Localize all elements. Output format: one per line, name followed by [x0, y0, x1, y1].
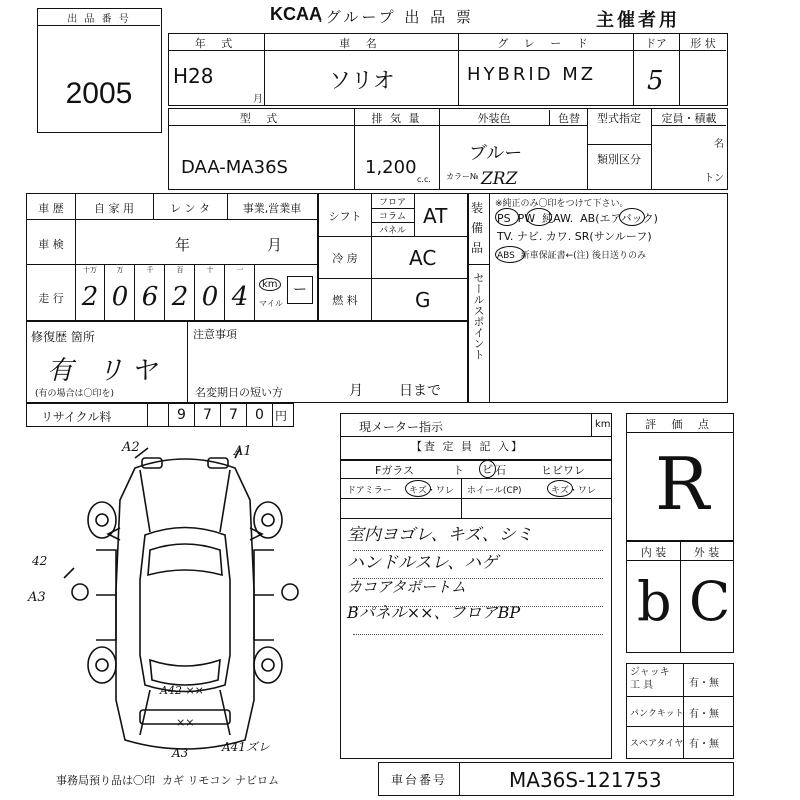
mileage-unit-mile: マイル [259, 299, 283, 308]
meter-unit: km [595, 419, 611, 430]
chassis-label: 車台番号 [390, 773, 447, 787]
equipment-table [468, 193, 728, 403]
history-label: 車 歴 [38, 202, 64, 215]
recycle-label: リサイクル料 [41, 410, 112, 424]
doors-label: ドア [645, 37, 667, 50]
tools-box [626, 663, 734, 759]
mileage-label: 走 行 [38, 292, 64, 305]
fuel-label: 燃 料 [332, 294, 358, 307]
displacement-value: 1,200 [365, 157, 417, 178]
recycle-fee-table [26, 403, 294, 427]
tool-spare-opts: 有・無 [689, 739, 719, 750]
type-designation-label: 型式指定 [597, 112, 641, 125]
repair-value: 有 リヤ [47, 356, 165, 386]
equipment-note: ※純正のみ〇印をつけて下さい。 [495, 199, 629, 209]
history-option-rental: レ ン タ [170, 202, 210, 215]
circle-mark-ab [619, 208, 645, 226]
score-box [626, 413, 734, 541]
office-items-note: 事務局預り品は〇印 カギ リモコン ナビロム [56, 774, 279, 787]
interior-exterior-box [626, 541, 734, 653]
chassis-number-box [378, 762, 734, 796]
mileage-place-label: 一 4 [225, 264, 255, 320]
history-mileage-table [26, 193, 318, 321]
displacement-label: 排 気 量 [371, 112, 422, 125]
mileage-digit: 2 [171, 282, 189, 312]
equipment-line-3: ABS 新車保証書←(注) 後日送りのみ [497, 251, 647, 261]
shift-option-column: コラム [379, 212, 406, 222]
expiry-label: 名変期日の短い方 [195, 386, 283, 399]
diagram-mark-a3-rear: A3 [172, 746, 189, 760]
ac-value: AC [409, 246, 437, 270]
lot-number-box [37, 8, 162, 133]
organizer-label: 主催者用 [596, 10, 680, 31]
inspector-title: 【査 定 員 記 入】 [411, 440, 524, 453]
color-value: ブルー [469, 143, 523, 164]
mileage-place-label: 千 6 [135, 264, 165, 320]
glass-option-1: ト [453, 464, 464, 477]
color-label: 外装色 [477, 112, 511, 125]
exterior-label: 外 装 [693, 546, 720, 559]
year-value: H28 [173, 64, 214, 88]
recycle-digit: 7 [195, 404, 221, 426]
inspector-note-3: カコアタポートム [347, 578, 466, 596]
diagram-mark-42: 42 [32, 554, 48, 568]
mileage-digit: 4 [231, 282, 249, 312]
mileage-place-label: 十万 2 [75, 264, 105, 320]
shift-option-panel: パネル [378, 226, 406, 236]
capacity-unit-persons: 名 [714, 139, 724, 150]
mileage-digit: 6 [141, 282, 159, 312]
year-month-suffix: 月 [253, 94, 263, 105]
diagram-mark-a41: A41ズレ [222, 740, 270, 754]
mileage-digit: 0 [111, 282, 129, 312]
equipment-label: 装 備 品 [471, 201, 484, 255]
mileage-digit: 0 [201, 282, 219, 312]
mileage-place-label: 百 2 [165, 264, 195, 320]
shape-label: 形 状 [690, 37, 716, 50]
recycle-digit: 7 [221, 404, 247, 426]
history-option-business: 事業,営業車 [242, 202, 302, 215]
glass-option-4: ヒビワレ [541, 464, 585, 477]
history-option-private: 自 家 用 [94, 202, 134, 215]
repair-caution-table [26, 321, 468, 403]
diagram-mark-a1: A1 [234, 444, 252, 459]
color-number-label: カラー№ [446, 172, 479, 181]
doors-value: 5 [647, 66, 664, 96]
inspection-year: 年 [175, 236, 191, 254]
repair-label: 修復歴 箇所 [31, 330, 95, 344]
expiry-month: 月 [349, 383, 363, 399]
chassis-number: MA36S-121753 [509, 768, 662, 792]
diagram-mark-a2: A2 [122, 440, 140, 455]
inspector-note-2: ハンドルスレ、ハゲ [347, 553, 499, 573]
glass-label: Fガラス [375, 464, 414, 477]
shift-label: シフト [328, 210, 362, 223]
recycle-digit: 9 [169, 404, 195, 426]
circle-mark-pw [526, 208, 552, 226]
lot-number-label: 出 品 番 号 [67, 14, 131, 25]
wheel-options: キズ・ワレ [551, 486, 596, 496]
shift-ac-fuel-table [318, 193, 468, 321]
grade-value: HYBRID MZ [467, 64, 597, 85]
fuel-value: G [415, 288, 431, 312]
color-number-value: ZRZ [481, 169, 518, 189]
grade-label: グ レ ー ド [497, 37, 594, 50]
tool-spare-label: スペアタイヤ [630, 739, 684, 749]
car-name-value: ソリオ [329, 69, 395, 94]
inspector-checks [340, 459, 612, 759]
meter-label: 現メーター指示 [359, 420, 444, 434]
paint-change-label: 色替 [549, 110, 588, 126]
mirror-options: キズ・ワレ [409, 486, 454, 496]
mileage-place-label: 十 0 [195, 264, 225, 320]
model-label: 型 式 [239, 112, 284, 125]
mileage-dash-box: ー [287, 276, 313, 304]
shift-option-floor: フロア [378, 198, 406, 208]
ac-label: 冷 房 [332, 252, 358, 265]
inspector-note-1: 室内ヨゴレ、キズ、シミ [347, 525, 533, 545]
tool-puncture-opts: 有・無 [689, 709, 719, 720]
model-info-table [168, 108, 728, 190]
mileage-place-label: 万 0 [105, 264, 135, 320]
circle-mark-wheel [547, 480, 573, 497]
mileage-digit: 2 [81, 282, 99, 312]
inspection-month: 月 [267, 236, 283, 254]
brand-logo: KCAA [270, 4, 322, 24]
interior-label: 内 装 [640, 546, 667, 559]
capacity-unit-tons: トン [704, 173, 724, 184]
sales-point-label: セールスポイント [472, 272, 485, 360]
year-label: 年 式 [194, 37, 239, 50]
glass-option-3: 石 [495, 464, 506, 477]
tool-jack-opts: 有・無 [689, 678, 719, 689]
lot-number: 2005 [65, 77, 133, 110]
glass-option-2: ビ [479, 460, 496, 478]
inspector-note-4: Bパネル××、フロアBP [347, 603, 521, 622]
recycle-digits [147, 404, 293, 426]
recycle-digit: 0 [247, 404, 273, 426]
circle-mark-mirror [405, 480, 431, 497]
expiry-day: 日まで [399, 383, 441, 399]
model-value: DAA-MA36S [181, 157, 288, 178]
wheel-label: ホイール(CP) [467, 486, 522, 496]
tool-puncture-label: パンクキット [630, 709, 684, 719]
diagram-mark-a42: A42 ×× [160, 684, 204, 697]
mileage-unit-km: km [259, 278, 281, 291]
mirror-label: ドアミラー [347, 486, 392, 496]
equipment-line-2: TV. ナビ. カワ. SR(サンルーフ) [497, 230, 652, 243]
mileage-grid [75, 264, 317, 320]
score-label: 評 価 点 [645, 418, 715, 431]
equipment-line-1: PS PW 純AW. AB(エアバック) [497, 212, 658, 225]
circle-mark-ps [495, 208, 519, 226]
vehicle-info-table [168, 33, 728, 106]
recycle-unit: 円 [275, 409, 288, 423]
shift-value: AT [423, 204, 448, 228]
tool-jack-label: ジャッキ 工 具 [630, 667, 670, 691]
circle-mark-abs [495, 246, 525, 263]
diagram-mark-xx: ×× [176, 716, 195, 729]
category-label: 類別区分 [597, 153, 641, 166]
interior-value: b [637, 570, 672, 633]
inspection-label: 車 検 [38, 238, 64, 251]
score-value: R [655, 442, 710, 526]
inspector-box [340, 413, 612, 461]
repair-note: (有の場合は〇印を) [35, 389, 115, 399]
form-title: .グループ 出 品 票 [318, 8, 474, 26]
exterior-value: C [689, 570, 731, 633]
capacity-label: 定員・積載 [661, 112, 717, 125]
diagram-mark-a3-side: A3 [28, 590, 46, 605]
name-label: 車 名 [339, 37, 383, 50]
displacement-unit: c.c. [417, 175, 431, 184]
caution-label: 注意事項 [193, 328, 237, 341]
